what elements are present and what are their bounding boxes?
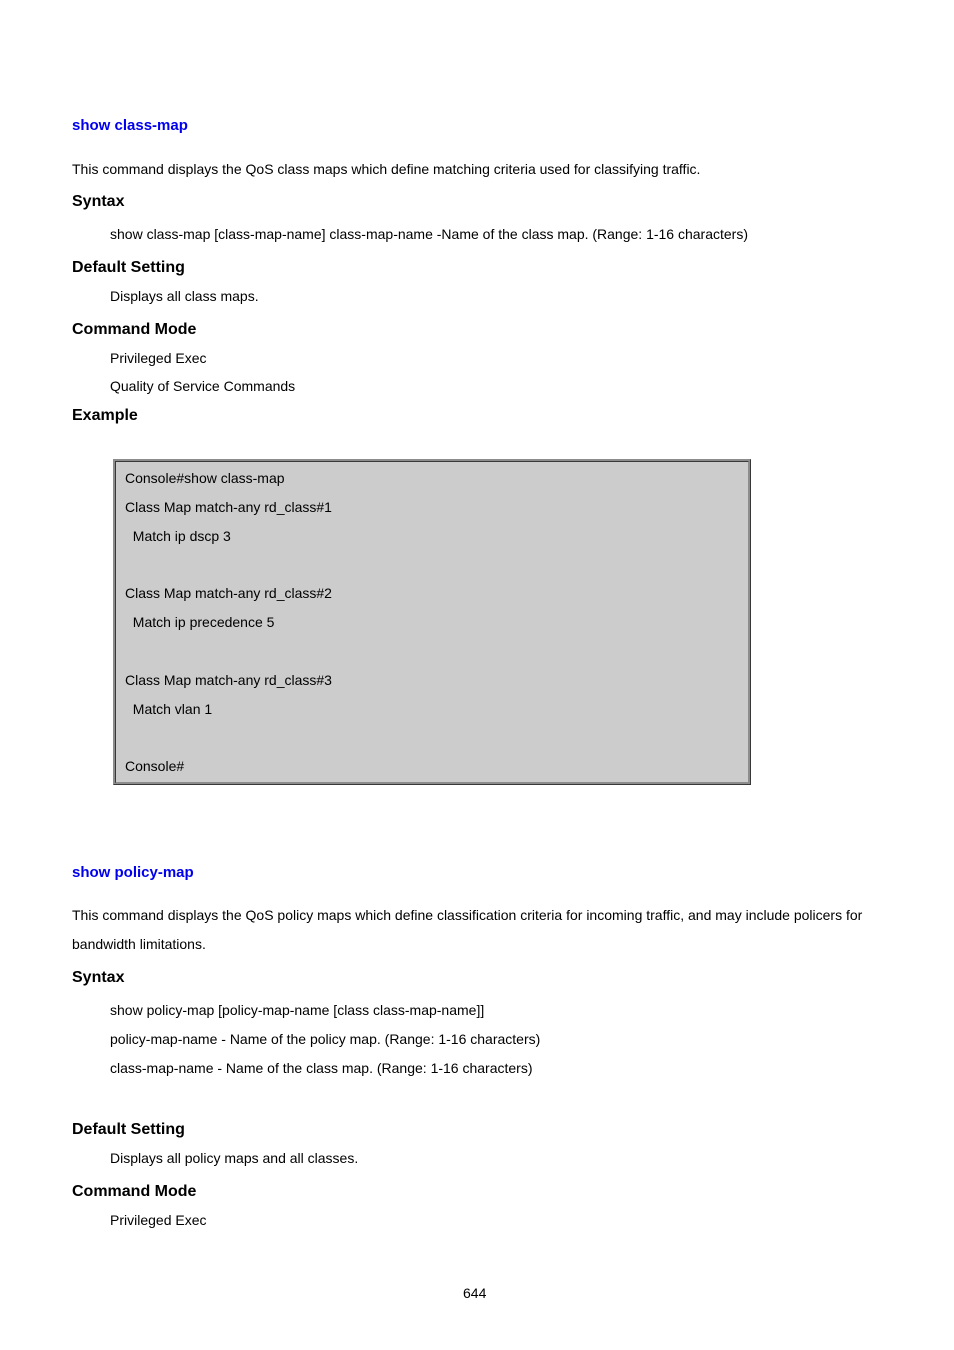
console-line: Class Map match-any rd_class#1: [125, 499, 332, 515]
syntax-line: show policy-map [policy-map-name [class class-map-name]]: [110, 1002, 485, 1018]
command-mode-line: Privileged Exec: [110, 350, 207, 366]
console-line: Match ip dscp 3: [125, 528, 231, 544]
syntax-heading: Syntax: [72, 193, 125, 210]
example-heading: Example: [72, 407, 138, 424]
console-line: Match ip precedence 5: [125, 614, 275, 630]
console-line: Match vlan 1: [125, 701, 213, 717]
default-setting-heading: Default Setting: [72, 1121, 185, 1138]
page-number: 644: [463, 1285, 487, 1301]
command-mode-line: Privileged Exec: [110, 1212, 207, 1228]
command-mode-heading: Command Mode: [72, 1183, 197, 1200]
syntax-line: class-map-name - Name of the class map. (Range: 1-16 characters): [110, 1060, 533, 1076]
syntax-line: policy-map-name - Name of the policy map. (Range: 1-16 characters): [110, 1031, 541, 1047]
syntax-heading: Syntax: [72, 969, 125, 986]
section-title-show-class-map: show class-map: [72, 117, 188, 134]
syntax-line: show class-map [class-map-name] class-map-name -Name of the class map. (Range: 1-16 characters): [110, 226, 749, 242]
console-line: Class Map match-any rd_class#3: [125, 672, 332, 688]
console-line: Console#: [125, 758, 185, 774]
console-example-box: [113, 459, 751, 785]
command-mode-heading: Command Mode: [72, 321, 197, 338]
default-setting-text: Displays all class maps.: [110, 288, 259, 304]
console-line: Console#show class-map: [125, 470, 285, 486]
command-mode-line: Quality of Service Commands: [110, 378, 296, 394]
console-line: Class Map match-any rd_class#2: [125, 585, 332, 601]
section-title-show-policy-map: show policy-map: [72, 864, 194, 881]
section-description: This command displays the QoS class maps which define matching criteria used for classifying traffic.: [72, 161, 701, 177]
default-setting-heading: Default Setting: [72, 259, 185, 276]
section-description: This command displays the QoS policy maps which define classification criteria for incoming traffic, and may include policers for: [72, 907, 863, 923]
section-description: bandwidth limitations.: [72, 936, 206, 952]
default-setting-text: Displays all policy maps and all classes.: [110, 1150, 359, 1166]
